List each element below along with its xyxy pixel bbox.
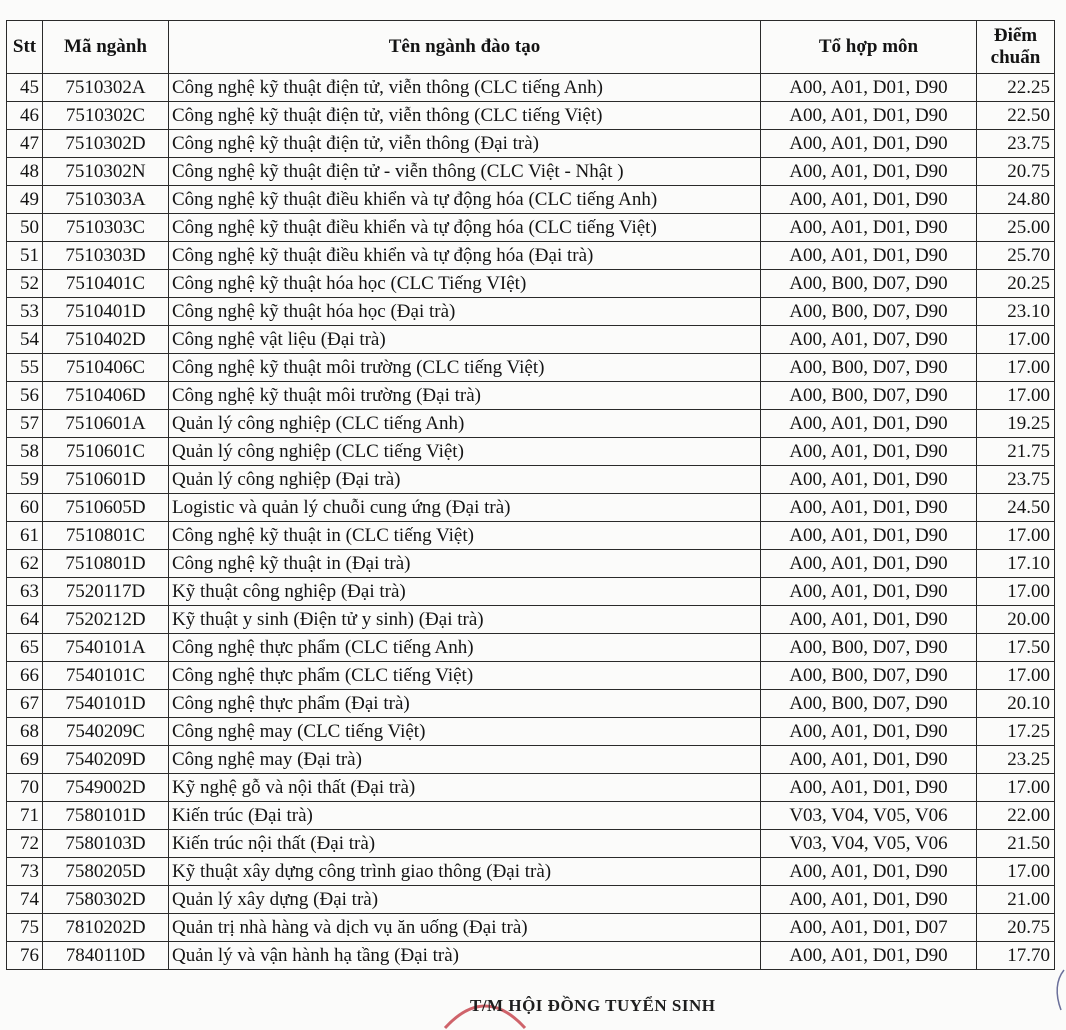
row-stt: 50 xyxy=(7,214,43,242)
row-ma-nganh: 7540209D xyxy=(43,746,169,774)
table-row xyxy=(7,606,1055,634)
row-ten-nganh: Công nghệ kỹ thuật hóa học (Đại trà) xyxy=(169,298,761,326)
row-ma-nganh: 7520212D xyxy=(43,606,169,634)
row-ma-nganh: 7520117D xyxy=(43,578,169,606)
row-ten-nganh: Kỹ nghệ gỗ và nội thất (Đại trà) xyxy=(169,774,761,802)
row-ma-nganh: 7810202D xyxy=(43,914,169,942)
header-ma-nganh: Mã ngành xyxy=(43,21,169,74)
row-ten-nganh: Công nghệ kỹ thuật điện tử, viễn thông (Đại trà) xyxy=(169,130,761,158)
row-diem-chuan: 25.70 xyxy=(977,242,1055,270)
row-to-hop: A00, B00, D07, D90 xyxy=(761,662,977,690)
row-to-hop: A00, A01, D01, D90 xyxy=(761,466,977,494)
table-row xyxy=(7,774,1055,802)
row-diem-chuan: 17.50 xyxy=(977,634,1055,662)
row-stt: 69 xyxy=(7,746,43,774)
row-stt: 49 xyxy=(7,186,43,214)
row-diem-chuan: 17.00 xyxy=(977,522,1055,550)
row-diem-chuan: 22.50 xyxy=(977,102,1055,130)
row-stt: 60 xyxy=(7,494,43,522)
row-to-hop: A00, A01, D01, D07 xyxy=(761,914,977,942)
row-ten-nganh: Công nghệ kỹ thuật môi trường (CLC tiếng Việt) xyxy=(169,354,761,382)
row-diem-chuan: 23.75 xyxy=(977,466,1055,494)
table-row xyxy=(7,886,1055,914)
row-ten-nganh: Công nghệ kỹ thuật môi trường (Đại trà) xyxy=(169,382,761,410)
row-diem-chuan: 23.75 xyxy=(977,130,1055,158)
row-ma-nganh: 7510401D xyxy=(43,298,169,326)
table-row xyxy=(7,914,1055,942)
row-diem-chuan: 19.25 xyxy=(977,410,1055,438)
row-to-hop: A00, A01, D01, D90 xyxy=(761,774,977,802)
row-stt: 56 xyxy=(7,382,43,410)
table-row xyxy=(7,130,1055,158)
row-diem-chuan: 22.00 xyxy=(977,802,1055,830)
table-header xyxy=(7,21,1055,74)
row-to-hop: A00, A01, D01, D90 xyxy=(761,718,977,746)
row-stt: 73 xyxy=(7,858,43,886)
header-row xyxy=(7,21,1055,74)
row-stt: 74 xyxy=(7,886,43,914)
table-row xyxy=(7,550,1055,578)
row-stt: 47 xyxy=(7,130,43,158)
row-stt: 67 xyxy=(7,690,43,718)
table-row xyxy=(7,382,1055,410)
table-row xyxy=(7,746,1055,774)
row-ten-nganh: Kỹ thuật xây dựng công trình giao thông (Đại trà) xyxy=(169,858,761,886)
table-row xyxy=(7,718,1055,746)
row-ma-nganh: 7510601D xyxy=(43,466,169,494)
row-diem-chuan: 17.00 xyxy=(977,662,1055,690)
row-stt: 53 xyxy=(7,298,43,326)
table-row xyxy=(7,298,1055,326)
row-to-hop: A00, A01, D01, D90 xyxy=(761,550,977,578)
row-ma-nganh: 7510303D xyxy=(43,242,169,270)
row-diem-chuan: 23.25 xyxy=(977,746,1055,774)
table-body xyxy=(7,74,1055,970)
signature-stroke-icon xyxy=(1052,968,1066,1012)
row-ten-nganh: Công nghệ vật liệu (Đại trà) xyxy=(169,326,761,354)
row-to-hop: A00, B00, D07, D90 xyxy=(761,354,977,382)
row-to-hop: A00, B00, D07, D90 xyxy=(761,634,977,662)
row-stt: 64 xyxy=(7,606,43,634)
table-row xyxy=(7,158,1055,186)
row-ma-nganh: 7549002D xyxy=(43,774,169,802)
table-row xyxy=(7,802,1055,830)
table-row xyxy=(7,326,1055,354)
table-row xyxy=(7,690,1055,718)
row-diem-chuan: 23.10 xyxy=(977,298,1055,326)
row-ten-nganh: Công nghệ thực phẩm (CLC tiếng Anh) xyxy=(169,634,761,662)
row-ma-nganh: 7510401C xyxy=(43,270,169,298)
table-row xyxy=(7,102,1055,130)
row-to-hop: V03, V04, V05, V06 xyxy=(761,830,977,858)
row-diem-chuan: 22.25 xyxy=(977,74,1055,102)
row-to-hop: A00, A01, D01, D90 xyxy=(761,522,977,550)
row-ten-nganh: Công nghệ kỹ thuật điện tử, viễn thông (CLC tiếng Việt) xyxy=(169,102,761,130)
row-ten-nganh: Quản lý xây dựng (Đại trà) xyxy=(169,886,761,914)
table-row xyxy=(7,466,1055,494)
admission-scores-table xyxy=(6,20,1055,970)
table-row xyxy=(7,662,1055,690)
table-row xyxy=(7,410,1055,438)
row-stt: 61 xyxy=(7,522,43,550)
row-ma-nganh: 7540101C xyxy=(43,662,169,690)
row-ma-nganh: 7510302N xyxy=(43,158,169,186)
row-diem-chuan: 25.00 xyxy=(977,214,1055,242)
row-ma-nganh: 7510406D xyxy=(43,382,169,410)
row-to-hop: A00, A01, D01, D90 xyxy=(761,74,977,102)
table-row xyxy=(7,522,1055,550)
header-diem-line1: Điểm xyxy=(993,25,1038,46)
row-ten-nganh: Quản lý công nghiệp (CLC tiếng Anh) xyxy=(169,410,761,438)
row-diem-chuan: 21.75 xyxy=(977,438,1055,466)
row-ma-nganh: 7510303C xyxy=(43,214,169,242)
row-ma-nganh: 7510302D xyxy=(43,130,169,158)
header-diem-line2: chuẩn xyxy=(990,47,1041,68)
row-to-hop: A00, B00, D07, D90 xyxy=(761,270,977,298)
row-ten-nganh: Kiến trúc (Đại trà) xyxy=(169,802,761,830)
row-ma-nganh: 7510601A xyxy=(43,410,169,438)
row-ten-nganh: Công nghệ kỹ thuật in (CLC tiếng Việt) xyxy=(169,522,761,550)
row-to-hop: A00, B00, D07, D90 xyxy=(761,690,977,718)
row-ten-nganh: Kỹ thuật y sinh (Điện tử y sinh) (Đại trà) xyxy=(169,606,761,634)
row-to-hop: V03, V04, V05, V06 xyxy=(761,802,977,830)
row-to-hop: A00, A01, D01, D90 xyxy=(761,606,977,634)
row-stt: 55 xyxy=(7,354,43,382)
row-ma-nganh: 7580101D xyxy=(43,802,169,830)
row-stt: 72 xyxy=(7,830,43,858)
row-ma-nganh: 7540101D xyxy=(43,690,169,718)
row-ten-nganh: Công nghệ kỹ thuật điều khiển và tự động hóa (CLC tiếng Anh) xyxy=(169,186,761,214)
header-diem-chuan xyxy=(977,21,1055,74)
row-diem-chuan: 24.80 xyxy=(977,186,1055,214)
row-ten-nganh: Công nghệ kỹ thuật in (Đại trà) xyxy=(169,550,761,578)
row-to-hop: A00, A01, D01, D90 xyxy=(761,186,977,214)
row-diem-chuan: 24.50 xyxy=(977,494,1055,522)
row-stt: 48 xyxy=(7,158,43,186)
row-stt: 52 xyxy=(7,270,43,298)
row-diem-chuan: 20.10 xyxy=(977,690,1055,718)
row-to-hop: A00, A01, D01, D90 xyxy=(761,746,977,774)
row-stt: 68 xyxy=(7,718,43,746)
row-ma-nganh: 7510302A xyxy=(43,74,169,102)
header-ten-nganh: Tên ngành đào tạo xyxy=(169,21,761,74)
row-diem-chuan: 20.00 xyxy=(977,606,1055,634)
row-stt: 46 xyxy=(7,102,43,130)
table-row xyxy=(7,354,1055,382)
row-ten-nganh: Công nghệ thực phẩm (Đại trà) xyxy=(169,690,761,718)
table-row xyxy=(7,634,1055,662)
row-to-hop: A00, B00, D07, D90 xyxy=(761,382,977,410)
row-to-hop: A00, A01, D01, D90 xyxy=(761,102,977,130)
row-stt: 51 xyxy=(7,242,43,270)
table-row xyxy=(7,494,1055,522)
row-ten-nganh: Công nghệ kỹ thuật điều khiển và tự động hóa (CLC tiếng Việt) xyxy=(169,214,761,242)
row-ma-nganh: 7540209C xyxy=(43,718,169,746)
row-ten-nganh: Logistic và quản lý chuỗi cung ứng (Đại trà) xyxy=(169,494,761,522)
row-ten-nganh: Quản lý công nghiệp (CLC tiếng Việt) xyxy=(169,438,761,466)
table-row xyxy=(7,186,1055,214)
table-row xyxy=(7,578,1055,606)
row-stt: 58 xyxy=(7,438,43,466)
row-diem-chuan: 21.50 xyxy=(977,830,1055,858)
row-stt: 66 xyxy=(7,662,43,690)
row-to-hop: A00, A01, D01, D90 xyxy=(761,158,977,186)
row-ten-nganh: Quản lý và vận hành hạ tầng (Đại trà) xyxy=(169,942,761,970)
row-ma-nganh: 7840110D xyxy=(43,942,169,970)
row-ten-nganh: Công nghệ kỹ thuật điều khiển và tự động hóa (Đại trà) xyxy=(169,242,761,270)
row-diem-chuan: 17.10 xyxy=(977,550,1055,578)
row-diem-chuan: 17.70 xyxy=(977,942,1055,970)
row-ten-nganh: Kỹ thuật công nghiệp (Đại trà) xyxy=(169,578,761,606)
row-to-hop: A00, A01, D07, D90 xyxy=(761,326,977,354)
row-diem-chuan: 17.00 xyxy=(977,578,1055,606)
row-ma-nganh: 7510303A xyxy=(43,186,169,214)
row-stt: 57 xyxy=(7,410,43,438)
row-diem-chuan: 17.00 xyxy=(977,326,1055,354)
row-ten-nganh: Công nghệ kỹ thuật điện tử, viễn thông (CLC tiếng Anh) xyxy=(169,74,761,102)
row-diem-chuan: 20.75 xyxy=(977,914,1055,942)
row-ma-nganh: 7510605D xyxy=(43,494,169,522)
table-row xyxy=(7,242,1055,270)
row-ten-nganh: Kiến trúc nội thất (Đại trà) xyxy=(169,830,761,858)
row-ma-nganh: 7580103D xyxy=(43,830,169,858)
row-ma-nganh: 7510406C xyxy=(43,354,169,382)
header-stt: Stt xyxy=(7,21,43,74)
row-ma-nganh: 7510402D xyxy=(43,326,169,354)
row-to-hop: A00, A01, D01, D90 xyxy=(761,242,977,270)
row-ten-nganh: Công nghệ kỹ thuật điện tử - viễn thông (CLC Việt - Nhật ) xyxy=(169,158,761,186)
signature-heading: T/M HỘI ĐỒNG TUYỂN SINH xyxy=(470,996,716,1015)
row-ma-nganh: 7580302D xyxy=(43,886,169,914)
row-ten-nganh: Công nghệ may (Đại trà) xyxy=(169,746,761,774)
row-stt: 63 xyxy=(7,578,43,606)
table-row xyxy=(7,74,1055,102)
row-ma-nganh: 7510801D xyxy=(43,550,169,578)
row-diem-chuan: 17.00 xyxy=(977,858,1055,886)
row-to-hop: A00, A01, D01, D90 xyxy=(761,494,977,522)
row-to-hop: A00, A01, D01, D90 xyxy=(761,410,977,438)
row-ten-nganh: Công nghệ thực phẩm (CLC tiếng Việt) xyxy=(169,662,761,690)
row-diem-chuan: 20.25 xyxy=(977,270,1055,298)
row-to-hop: A00, B00, D07, D90 xyxy=(761,298,977,326)
row-ma-nganh: 7580205D xyxy=(43,858,169,886)
row-stt: 70 xyxy=(7,774,43,802)
row-diem-chuan: 17.25 xyxy=(977,718,1055,746)
table-row xyxy=(7,214,1055,242)
row-stt: 71 xyxy=(7,802,43,830)
row-stt: 76 xyxy=(7,942,43,970)
row-to-hop: A00, A01, D01, D90 xyxy=(761,578,977,606)
row-diem-chuan: 17.00 xyxy=(977,774,1055,802)
row-ma-nganh: 7510801C xyxy=(43,522,169,550)
row-diem-chuan: 20.75 xyxy=(977,158,1055,186)
row-to-hop: A00, A01, D01, D90 xyxy=(761,886,977,914)
row-ten-nganh: Quản trị nhà hàng và dịch vụ ăn uống (Đại trà) xyxy=(169,914,761,942)
table-row xyxy=(7,942,1055,970)
row-stt: 75 xyxy=(7,914,43,942)
row-ma-nganh: 7540101A xyxy=(43,634,169,662)
row-stt: 62 xyxy=(7,550,43,578)
row-ten-nganh: Công nghệ kỹ thuật hóa học (CLC Tiếng VIệt) xyxy=(169,270,761,298)
row-ten-nganh: Quản lý công nghiệp (Đại trà) xyxy=(169,466,761,494)
table-row xyxy=(7,438,1055,466)
row-ten-nganh: Công nghệ may (CLC tiếng Việt) xyxy=(169,718,761,746)
row-stt: 65 xyxy=(7,634,43,662)
row-stt: 45 xyxy=(7,74,43,102)
row-to-hop: A00, A01, D01, D90 xyxy=(761,858,977,886)
row-diem-chuan: 17.00 xyxy=(977,354,1055,382)
row-ma-nganh: 7510601C xyxy=(43,438,169,466)
table-row xyxy=(7,270,1055,298)
row-to-hop: A00, A01, D01, D90 xyxy=(761,130,977,158)
row-diem-chuan: 21.00 xyxy=(977,886,1055,914)
row-ma-nganh: 7510302C xyxy=(43,102,169,130)
header-to-hop: Tổ hợp môn xyxy=(761,21,977,74)
row-to-hop: A00, A01, D01, D90 xyxy=(761,942,977,970)
row-to-hop: A00, A01, D01, D90 xyxy=(761,214,977,242)
row-stt: 59 xyxy=(7,466,43,494)
row-diem-chuan: 17.00 xyxy=(977,382,1055,410)
row-stt: 54 xyxy=(7,326,43,354)
table-row xyxy=(7,858,1055,886)
row-to-hop: A00, A01, D01, D90 xyxy=(761,438,977,466)
table-row xyxy=(7,830,1055,858)
